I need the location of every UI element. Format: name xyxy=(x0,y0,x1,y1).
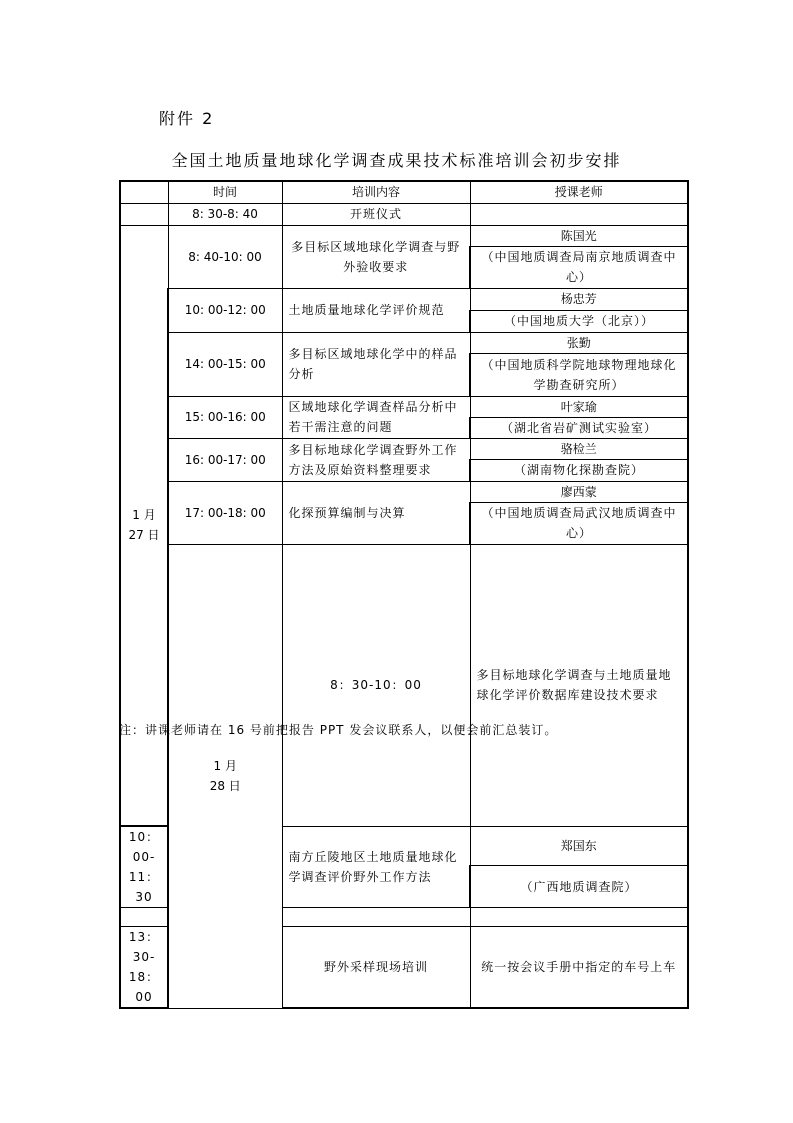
date-cell-empty xyxy=(120,203,168,225)
table-row xyxy=(120,544,688,605)
table-row xyxy=(120,203,688,225)
content-cell: 野外采样现场培训 xyxy=(282,927,470,1009)
time-cell: 10：00-11：30 xyxy=(120,826,168,908)
time-cell-empty xyxy=(120,908,168,927)
teacher-org: （中国地质调查局武汉地质调查中心） xyxy=(470,502,688,544)
table-header-row xyxy=(120,181,688,203)
teacher-name: 叶家瑜 xyxy=(470,396,688,417)
attachment-label: 附件 2 xyxy=(159,109,215,128)
content-cell: 区域地球化学调查样品分析中若干需注意的问题 xyxy=(282,396,470,438)
date-day: 28 日 xyxy=(209,779,241,793)
header-time: 时间 xyxy=(168,181,282,203)
teacher-org: （中国地质大学（北京）） xyxy=(470,310,688,332)
teacher-cell-empty xyxy=(470,908,688,927)
page-title: 全国土地质量地球化学调查成果技术标准培训会初步安排 xyxy=(171,151,622,170)
teacher-name: 骆检兰 xyxy=(470,438,688,459)
header-teacher: 授课老师 xyxy=(470,181,688,203)
date-month: 1 月 xyxy=(132,508,156,523)
time-cell: 8：30-10：00 xyxy=(282,544,470,826)
footnote: 注：讲课老师请在 16 号前把报告 PPT 发会议联系人，以便会前汇总装订。 xyxy=(119,723,558,737)
content-cell: 多目标区域地球化学中的样品分析 xyxy=(282,332,470,396)
table-row xyxy=(120,438,688,459)
teacher-org: （湖北省岩矿测试实验室） xyxy=(470,417,688,438)
date-month: 1 月 xyxy=(213,759,237,773)
time-cell: 17: 00-18: 00 xyxy=(168,481,282,544)
time-cell: 8: 40-10: 00 xyxy=(168,225,282,288)
header-content: 培训内容 xyxy=(282,181,470,203)
content-cell-empty xyxy=(282,908,470,927)
teacher-name: 陈国光 xyxy=(470,225,688,246)
date-cell-day2 xyxy=(168,544,282,1008)
content-cell: 开班仪式 xyxy=(282,203,470,225)
time-cell: 8: 30-8: 40 xyxy=(168,203,282,225)
teacher-org: （中国地质科学院地球物理地球化学勘查研究所） xyxy=(470,353,688,396)
time-cell: 16: 00-17: 00 xyxy=(168,438,282,481)
time-cell: 15: 00-16: 00 xyxy=(168,396,282,438)
teacher-org: （中国地质调查局南京地质调查中心） xyxy=(470,246,688,288)
content-cell: 多目标地球化学调查野外工作方法及原始资料整理要求 xyxy=(282,438,470,481)
table-row xyxy=(120,288,688,310)
teacher-org: （广西地质调查院） xyxy=(470,866,688,908)
content-cell: 化探预算编制与决算 xyxy=(282,481,470,544)
teacher-org: （湖南物化探勘查院） xyxy=(470,459,688,481)
teacher-name: 统一按会议手册中指定的车号上车 xyxy=(470,927,688,1009)
table-row xyxy=(120,225,688,246)
content-cell: 多目标区域地球化学调查与野外验收要求 xyxy=(282,225,470,288)
time-cell: 10: 00-12: 00 xyxy=(168,288,282,332)
teacher-cell xyxy=(470,203,688,225)
content-cell: 南方丘陵地区土地质量地球化学调查评价野外工作方法 xyxy=(282,826,470,908)
date-day: 27 日 xyxy=(128,528,160,543)
teacher-name: 廖西蒙 xyxy=(470,481,688,502)
table-row xyxy=(120,396,688,417)
table-row xyxy=(120,332,688,353)
schedule-table xyxy=(119,180,689,1009)
teacher-name: 张勤 xyxy=(470,332,688,353)
time-cell: 14: 00-15: 00 xyxy=(168,332,282,396)
table-row xyxy=(120,481,688,502)
content-cell: 土地质量地球化学评价规范 xyxy=(282,288,470,332)
header-date xyxy=(120,181,168,203)
content-cell: 多目标地球化学调查与土地质量地球化学评价数据库建设技术要求 xyxy=(470,544,688,826)
teacher-name: 郑国东 xyxy=(470,826,688,866)
teacher-name: 杨忠芳 xyxy=(470,288,688,310)
time-cell: 13：30-18：00 xyxy=(120,927,168,1009)
